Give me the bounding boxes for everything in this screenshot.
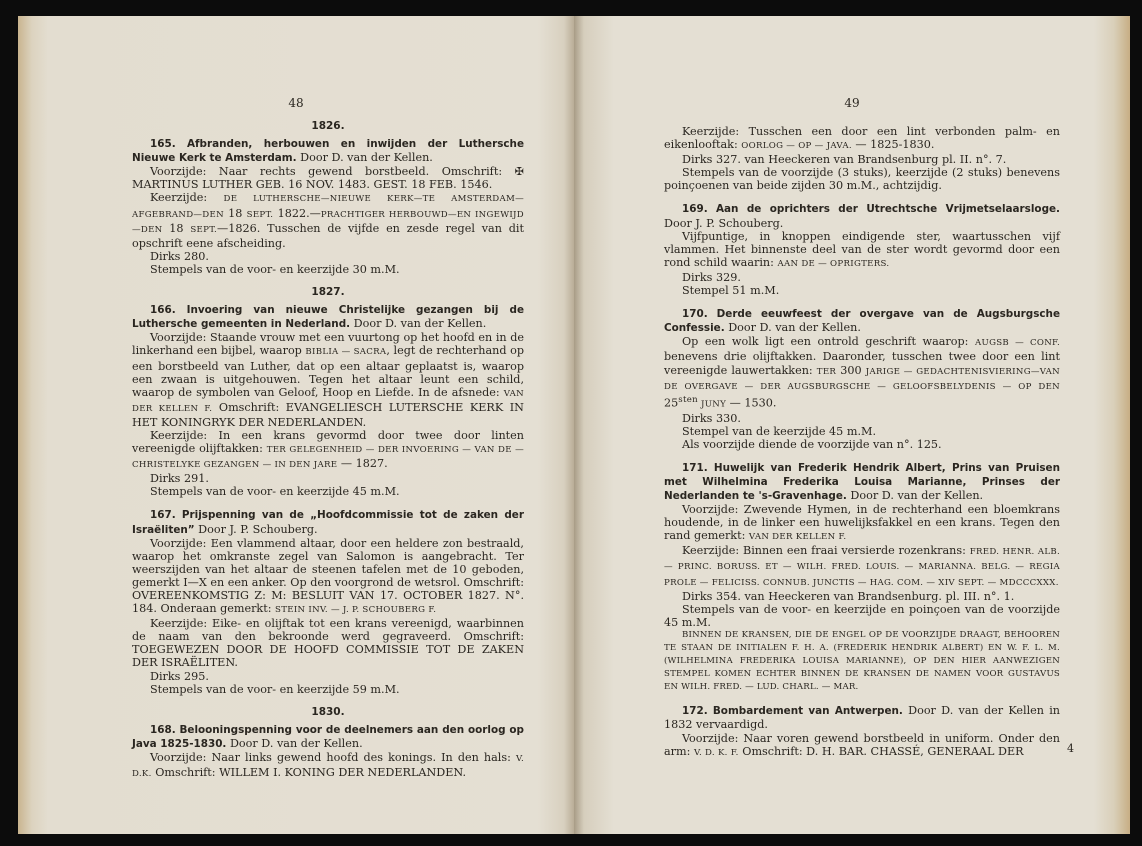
die-size: Stempels van de voor- en keerzijde 45 m.M.: [150, 485, 400, 499]
entry-number: 169.: [682, 203, 708, 216]
obverse-description: Voorzijde: Naar rechts gewend borstbeeld. Omschrift: ✠ MARTINUS LUTHER GEB. 16 NOV. 1483. GEST. 18 FEB. 1546.: [132, 165, 524, 192]
entry-author: Door D. van der Kellen.: [226, 736, 363, 750]
year-heading-1827: 1827.: [311, 286, 345, 299]
obverse-description: Voorzijde: Naar links gewend hoofd des konings. In den hals: V. D.K. Omschrift: WILLEM I. KONING DER NEDERLANDEN.: [132, 751, 524, 780]
entry-heading: Huwelijk van Frederik Hendrik Albert, Prins van Pruisen met Wilhelmina Frederika Louisa Marianne, Prinses der Nederlanden te 's-Gravenhage.: [664, 461, 1061, 502]
book-spread: [18, 16, 1130, 834]
entry-author: Door D. van der Kellen.: [846, 488, 984, 502]
entry-author: Door D. van der Kellen.: [296, 151, 433, 165]
entry-title: [132, 303, 524, 331]
description: Op een wolk ligt een ontrold geschrift waarop: AUGSB — CONF. benevens drie olijftakken. Daaronder, tusschen twee door een lint vereenigde lauwertakken: TER 300 JARIGE — GEDACHTENISVIERING—VAN DE OVERGAVE — DER AUGSBURGSCHE — GELOOFSBELYDENIS — OP DEN $25^{sten}$ JUNY — 1530.: [664, 335, 1061, 410]
entry-heading: Prijspenning van de „Hoofdcommissie tot de zaken der Israëliten”: [132, 509, 524, 536]
reference: Dirks 330.: [682, 411, 741, 425]
entry-title: [132, 508, 524, 536]
entry-166: [132, 303, 524, 498]
entry-number: 171.: [682, 461, 708, 474]
entry-169: [664, 202, 1060, 297]
entry-172: [664, 704, 1060, 759]
year-heading-1826: 1826.: [311, 120, 345, 132]
reverse-description: Keerzijde: Eike- en olijftak tot een krans vereenigd, waarbinnen de naam van den bekroonde werd gegraveerd. Omschrift: TOEGEWEZEN DOOR DE HOOFD COMMISSIE TOT DE ZAKEN DER ISRAËLITEN.: [132, 617, 524, 670]
reverse-description: Keerzijde: Binnen een fraai versierde rozenkrans: FRED. HENR. ALB. — PRINC. BORUSS. ET — WILH. FRED. LOUIS. — MARIANNA. BELG. — REGIA PROLE — FELICISS. CONNUB. JUNCTIS — HAG. COM. — XIV SEPT. — MDCCCXXX.: [664, 544, 1061, 588]
entry-author: Door J. P. Schouberg.: [664, 216, 784, 230]
entry-168: [132, 723, 524, 781]
reference: Dirks 280.: [150, 249, 209, 263]
right-page-text: [664, 125, 1060, 770]
entry-title: [132, 137, 524, 165]
reference: Dirks 354. van Heeckeren van Brandsenburg. pl. III. n°. 1.: [682, 589, 1015, 603]
remark: Als voorzijde diende de voorzijde van n°. 125.: [682, 437, 942, 451]
entry-title: [132, 723, 524, 751]
footnote: BINNEN DE KRANSEN, DIE DE ENGEL OP DE VOORZIJDE DRAAGT, BEHOOREN TE STAAN DE INITIALEN F. H. A. (FREDERIK HENDRIK ALBERT) EN W. F. L. M. (WILHELMINA FREDERIKA LOUISA MARIANNE), OP DEN HIER AANWEZIGEN STEMPEL KOMEN ECHTER BINNEN DE KRANSEN DE NAMEN VOOR GUSTAVUS EN WILH. FRED. — LUD. CHARL. — MAR.: [664, 629, 1060, 693]
entry-heading: Afbranden, herbouwen en inwijden der Luthersche Nieuwe Kerk te Amsterdam.: [132, 138, 524, 165]
entry-number: 168.: [150, 723, 176, 736]
year-heading-1830: 1830.: [311, 705, 345, 718]
entry-heading: Aan de oprichters der Utrechtsche Vrijmetselaarsloge.: [716, 203, 1060, 216]
reference: Dirks 327. van Heeckeren van Brandsenburg pl. II. n°. 7.: [682, 153, 1007, 167]
entry-author: Door D. van der Kellen.: [350, 317, 487, 331]
die-size: Stempel van de keerzijde 45 m.M.: [682, 424, 877, 438]
obverse-description: Voorzijde: Staande vrouw met een vuurtong op het hoofd en in de linkerhand een bijbel, waarop BIBLIA — SACRA, legt de rechterhand op een borstbeeld van Luther, dat op een altaar geplaatst is, waarop een zwaan is uitgehouwen. Tegen het altaar leunt een schild, waarop de symbolen van Geloof, Hoop en Liefde. In de afsnede: VAN DER KELLEN F. Omschrift: EVANGELIESCH LUTERSCHE KERK IN HET KONINGRYK DER NEDERLANDEN.: [132, 331, 524, 429]
left-page-text: [132, 120, 524, 791]
entry-heading: Bombardement van Antwerpen.: [712, 705, 903, 718]
signature-mark: 4: [1067, 742, 1074, 755]
entry-number: 165.: [150, 138, 176, 151]
entry-165: [132, 137, 524, 276]
left-page: [18, 16, 574, 834]
die-size: Stempels van de voorzijde (3 stuks), keerzijde (2 stuks) benevens poinçoenen van beide zijden 30 m.M., achtzijdig.: [664, 166, 1060, 193]
entry-heading: Derde eeuwfeest der overgave van de Augsburgsche Confessie.: [664, 308, 1060, 335]
obverse-description: Voorzijde: Zwevende Hymen, in de rechterhand een bloemkrans houdende, in de linker een huwelijksfakkel en een krans. Tegen den rand gemerkt: VAN DER KELLEN F.: [664, 503, 1060, 543]
entry-171: [664, 461, 1060, 695]
reverse-description: Keerzijde: Tusschen een door een lint verbonden palm- en eikenlooftak: OORLOG — OP — JAVA. — 1825-1830.: [664, 125, 1060, 152]
page-number-left: 48: [288, 96, 304, 110]
entry-number: 170.: [682, 308, 708, 321]
right-page: [574, 16, 1130, 834]
obverse-description: Voorzijde: Naar voren gewend borstbeeld in uniform. Onder den arm: V. D. K. F. Omschrift: D. H. BAR. CHASSÉ, GENERAAL DER: [664, 731, 1060, 758]
entry-title: [664, 461, 1060, 503]
entry-number: 167.: [150, 509, 176, 522]
entry-author: Door D. van der Kellen.: [724, 321, 861, 335]
entry-title: [664, 704, 1060, 731]
die-size: Stempels van de voor- en keerzijde 30 m.M.: [150, 262, 400, 276]
entry-title: [664, 202, 1060, 229]
entry-heading: Belooningspenning voor de deelnemers aan den oorlog op Java 1825-1830.: [132, 723, 524, 750]
entry-author: Door J. P. Schouberg.: [194, 522, 318, 536]
entry-title: [664, 307, 1060, 335]
die-size: Stempels van de voor- en keerzijde 59 m.M.: [150, 682, 400, 696]
reference: Dirks 291.: [150, 472, 209, 486]
entry-number: 172.: [682, 705, 708, 718]
obverse-description: Voorzijde: Een vlammend altaar, door een heldere zon bestraald, waarop het omkranste zegel van Salomon is aangebracht. Ter weerszijden van het altaar de steenen tafelen met de 10 geboden, gemerkt I—X en een anker. Op den voorgrond de wetsrol. Omschrift: OVEREENKOMSTIG Z: M: BESLUIT VAN 17. OCTOBER 1827. N°. 184. Onderaan gemerkt: STEIN INV. — J. P. SCHOUBERG F.: [132, 536, 524, 616]
reference: Dirks 295.: [150, 669, 209, 683]
die-size: Stempels van de voor- en keerzijde en poinçoen van de voorzijde 45 m.M.: [664, 602, 1060, 629]
reference: Dirks 329.: [682, 270, 741, 284]
entry-number: 166.: [150, 304, 176, 317]
description: Vijfpuntige, in knoppen eindigende ster, waartusschen vijf vlammen. Het binnenste deel van de ster wordt gevormd door een rond schild waarin: AAN DE — OPRIGTERS.: [664, 229, 1060, 269]
reverse-description: Keerzijde: DE LUTHERSCHE—NIEUWE KERK—TE AMSTERDAM—AFGEBRAND—DEN 18 SEPT. 1822.—PRACHTIGER HERBOUWD—EN INGEWIJD—DEN 18 SEPT.—1826. Tusschen de vijfde en zesde regel van dit opschrift eene afscheiding.: [132, 191, 524, 250]
entry-168-continued: [664, 125, 1060, 192]
page-number-right: 49: [844, 96, 860, 110]
entry-167: [132, 508, 524, 695]
entry-heading: Invoering van nieuwe Christelijke gezangen bij de Luthersche gemeenten in Nederland.: [132, 304, 524, 331]
entry-170: [664, 307, 1060, 451]
entry-author: Door D. van der Kellen in 1832 vervaardigd.: [664, 704, 1061, 732]
reverse-description: Keerzijde: In een krans gevormd door twee door linten vereenigde olijftakken: TER GELEGENHEID — DER INVOERING — VAN DE — CHRISTELYKE GEZANGEN — IN DEN JARE — 1827.: [132, 428, 524, 471]
die-size: Stempel 51 m.M.: [682, 284, 780, 298]
